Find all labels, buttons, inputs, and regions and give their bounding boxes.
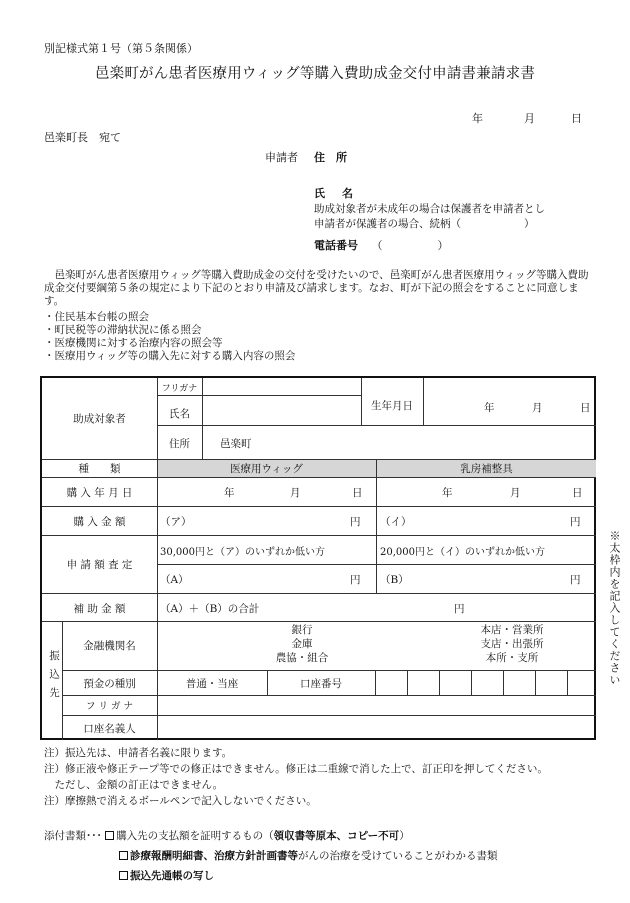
date-day: 日 <box>571 112 582 125</box>
wig-purchase-year[interactable]: 年 <box>224 487 235 499</box>
holder-input[interactable] <box>159 717 594 738</box>
application-statement: 邑楽町がん患者医療用ウィッグ等購入費助成金の交付を受けたいので、邑楽町がん患者医療用ウィッグ等購入費助成金交付要綱第５条の規定により下記のとおり申請及び請求します。なお、町が下記の照会をすることに同意します。 <box>44 269 589 307</box>
wig-purchase-day[interactable]: 日 <box>352 487 363 499</box>
assess-breast-mark: （B） <box>380 574 409 586</box>
wig-amount-yen[interactable]: 円 <box>350 516 361 528</box>
application-table <box>40 376 596 740</box>
breast-purchase-month[interactable]: 月 <box>510 487 521 499</box>
attachment-item-bold: 診療報酬明細書、治療方針計画書等 <box>130 850 298 862</box>
breast-amount-mark: （イ） <box>380 516 412 528</box>
holder-furigana-input[interactable] <box>159 697 594 713</box>
bank-type-list[interactable] <box>242 623 362 665</box>
birth-day[interactable]: 日 <box>580 402 591 414</box>
subsidy-yen[interactable]: 円 <box>454 603 465 615</box>
date-year: 年 <box>472 112 483 125</box>
deposit-type[interactable]: 普通・当座 <box>185 678 239 690</box>
minor-note <box>314 202 604 232</box>
note-line: 注）修正液や修正テープ等での修正はできません。修正は二重線で消した上で、訂正印を押してください。 <box>44 763 548 775</box>
note-line: ただし、金額の訂正はできません。 <box>44 779 224 791</box>
branch-type: 本所・支所 <box>485 652 539 664</box>
wig-purchase-month[interactable]: 月 <box>290 487 301 499</box>
assess-wig-rule: 30,000円と（ア）のいずれか低い方 <box>160 547 325 558</box>
attachment-item-bold: 振込先通帳の写し <box>130 870 214 882</box>
birth-label: 生年月日 <box>371 400 413 412</box>
notes <box>44 745 548 809</box>
address-label: 住所 <box>169 438 190 450</box>
assessment-label: 申 請 額 査 定 <box>66 559 133 571</box>
transfer-label: 振込先 <box>48 650 60 706</box>
account-number-label: 口座番号 <box>300 678 342 690</box>
address-input[interactable]: 邑楽町 <box>220 438 252 450</box>
wig-amount-mark: （ア） <box>160 516 192 528</box>
side-instruction: ※太枠内を記入してください <box>608 530 621 686</box>
attachment-item-end: ） <box>399 830 410 842</box>
branch-type: 支店・出張所 <box>480 638 544 650</box>
attachment-item-text: 購入先の支払額を証明するもの（ <box>116 830 274 842</box>
applicant-address-label[interactable]: 住 所 <box>314 151 347 164</box>
attachments-label: 添付書類･･･ <box>44 830 102 842</box>
kind-breast: 乳房補整具 <box>460 463 513 475</box>
purchase-amount-label: 購 入 金 額 <box>73 516 126 528</box>
holder-furigana-label: フ リ ガ ナ <box>85 701 134 712</box>
deposit-label: 預金の種別 <box>83 678 136 690</box>
branch-type: 本店・営業所 <box>480 624 544 636</box>
note-line: 注）振込先は、申請者名義に限ります。 <box>44 747 233 759</box>
phone-label: 電話番号 <box>314 239 358 252</box>
assess-breast-rule: 20,000円と（イ）のいずれか低い方 <box>380 547 545 558</box>
form-number: 別記様式第１号（第５条関係） <box>44 42 198 55</box>
purchase-date-label: 購 入 年 月 日 <box>66 487 133 499</box>
attachment-item-end: がんの治療を受けていることがわかる書類 <box>298 850 498 862</box>
assess-wig-yen[interactable]: 円 <box>350 574 361 586</box>
consent-list <box>44 311 295 363</box>
consent-item: ・医療用ウィッグ等の購入先に対する購入内容の照会 <box>44 350 296 362</box>
bank-label: 金融機関名 <box>83 640 136 652</box>
date-month: 月 <box>524 112 535 125</box>
note-line: 注）摩擦熱で消えるボールペンで記入しないでください。 <box>44 795 317 807</box>
holder-label: 口座名義人 <box>83 723 136 735</box>
bank-type: 銀行 <box>291 624 313 636</box>
breast-purchase-year[interactable]: 年 <box>442 487 453 499</box>
bank-type: 農協・組合 <box>275 652 329 664</box>
subsidy-label: 補 助 金 額 <box>73 603 126 615</box>
minor-note-line-2[interactable]: 申請者が保護者の場合、続柄（ ） <box>314 218 535 230</box>
birth-year[interactable]: 年 <box>484 402 495 414</box>
bank-type: 金庫 <box>291 638 313 650</box>
applicant-name-label[interactable]: 氏 名 <box>314 187 356 200</box>
phone-field[interactable]: （ ） <box>371 239 449 252</box>
minor-note-line-1: 助成対象者が未成年の場合は保護者を申請者とし <box>314 203 545 215</box>
assess-breast-yen[interactable]: 円 <box>570 574 581 586</box>
furigana-label: フリガナ <box>161 384 198 394</box>
addressee: 邑楽町長 宛て <box>44 131 121 144</box>
furigana-input[interactable] <box>204 380 359 395</box>
subsidy-formula: （A）＋（B）の合計 <box>160 603 260 615</box>
kind-label: 種 類 <box>78 463 121 475</box>
name-label: 氏名 <box>169 408 190 420</box>
checkbox-icon[interactable] <box>119 851 128 860</box>
attachment-item-bold: 領収書等原本、コピー不可 <box>273 830 400 842</box>
breast-purchase-day[interactable]: 日 <box>572 487 583 499</box>
consent-item: ・医療機関に対する治療内容の照会等 <box>44 337 223 349</box>
assess-wig-mark: （A） <box>160 574 189 586</box>
subject-label: 助成対象者 <box>73 413 126 425</box>
consent-item: ・町民税等の滞納状況に係る照会 <box>44 324 202 336</box>
attachments <box>44 826 498 886</box>
breast-amount-yen[interactable]: 円 <box>570 516 581 528</box>
birth-month[interactable]: 月 <box>532 402 543 414</box>
applicant-label: 申請者 <box>265 151 298 164</box>
checkbox-icon[interactable] <box>119 871 128 880</box>
checkbox-icon[interactable] <box>105 831 114 840</box>
document-title: 邑楽町がん患者医療用ウィッグ等購入費助成金交付申請書兼請求書 <box>94 66 536 82</box>
branch-type-list[interactable] <box>452 623 572 665</box>
kind-wig: 医療用ウィッグ <box>230 463 303 475</box>
name-input[interactable] <box>204 397 359 424</box>
consent-item: ・住民基本台帳の照会 <box>44 311 149 323</box>
phone-row[interactable] <box>314 237 449 253</box>
